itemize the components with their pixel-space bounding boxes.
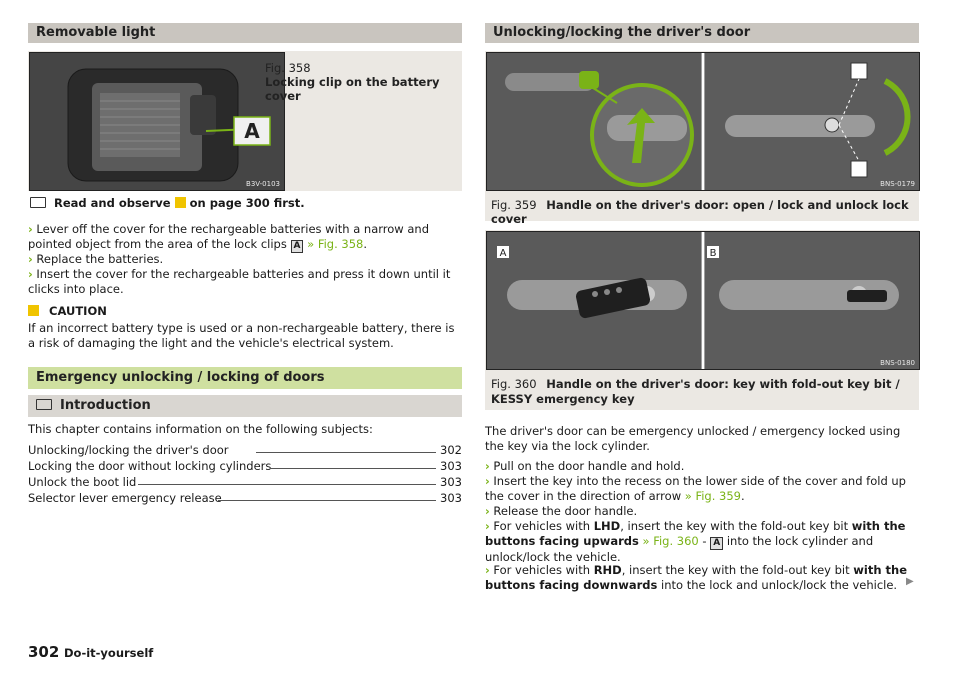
- fig-360-link[interactable]: » Fig. 360: [642, 534, 699, 548]
- toc-item[interactable]: Selector lever emergency release 303: [28, 491, 462, 505]
- step-3: › Insert the cover for the rechargeable batteries and press it down until it clicks into place.: [28, 267, 451, 296]
- step-5: › For vehicles with RHD, insert the key with the fold-out key bit with the buttons facing downwards into the lock and unlock/lock the vehicle.: [485, 563, 908, 592]
- toc-item[interactable]: Unlock the boot lid 303: [28, 475, 462, 489]
- caution-icon: [28, 305, 39, 316]
- section-name: Do-it-yourself: [64, 646, 154, 660]
- figure-number: Fig. 358: [265, 61, 311, 75]
- intro-paragraph: The driver's door can be emergency unlocked / emergency locked using the key via the lock cylinder.: [485, 424, 901, 453]
- chevron-right-icon: ›: [485, 459, 490, 473]
- book-icon: [30, 197, 46, 208]
- photo-id: B3V-0103: [246, 180, 280, 188]
- door-handle-illustration: [487, 53, 919, 190]
- introduction-header: Introduction: [28, 395, 462, 417]
- figure-360: [485, 230, 919, 410]
- section-header-drivers-door: Unlocking/locking the driver's door: [485, 23, 919, 43]
- chevron-right-icon: ›: [28, 267, 33, 281]
- section-header-emergency: Emergency unlocking / locking of doors: [28, 367, 462, 389]
- page-number: 302: [28, 643, 60, 661]
- caution-heading: CAUTION: [28, 304, 462, 319]
- battery-cover-illustration: [30, 53, 284, 190]
- fig-358-link[interactable]: » Fig. 358: [307, 237, 364, 251]
- key-in-lock-photo: [486, 231, 920, 370]
- key-label-a: A: [291, 240, 304, 253]
- fig-359-link[interactable]: » Fig. 359: [684, 489, 741, 503]
- photo-id: BNS-0179: [880, 180, 915, 188]
- step-1: › Lever off the cover for the rechargeable batteries with a narrow and pointed object from the area of the lock clips A » Fig. 358.: [28, 222, 430, 251]
- step-3: › Release the door handle.: [485, 504, 638, 518]
- panel-label-a: A: [499, 248, 507, 259]
- figure-358: [28, 51, 462, 191]
- read-and-observe: Read and observe on page 300 first.: [28, 196, 462, 211]
- step-1: › Pull on the door handle and hold.: [485, 459, 685, 473]
- door-handle-photo: [486, 52, 920, 191]
- figure-title: Handle on the driver's door: open / lock and unlock lock cover: [491, 198, 909, 226]
- panel-label-b: B: [709, 248, 717, 259]
- step-2: › Insert the key into the recess on the lower side of the cover and fold up the cover in the direction of arrow » Fig. 359.: [485, 474, 906, 503]
- chevron-right-icon: ›: [485, 519, 490, 533]
- section-header-removable-light: Removable light: [28, 23, 462, 43]
- toc-item[interactable]: Unlocking/locking the driver's door 302: [28, 443, 462, 457]
- step-4: › For vehicles with LHD, insert the key with the fold-out key bit with the buttons facing upwards » Fig. 360 - A into the lock cylinder and unlock/lock the vehicle.: [485, 519, 906, 564]
- figure-title: Handle on the driver's door: key with fold-out key bit / KESSY emergency key: [491, 377, 900, 406]
- key-in-lock-illustration: [487, 232, 919, 369]
- warning-icon: [175, 197, 186, 208]
- step-2: › Replace the batteries.: [28, 252, 164, 266]
- figure-title: Locking clip on the battery cover: [265, 75, 440, 103]
- figure-359: [485, 51, 919, 226]
- intro-text: This chapter contains information on the following subjects:: [28, 422, 373, 436]
- chevron-right-icon: ›: [485, 504, 490, 518]
- figure-number: Fig. 360: [491, 377, 537, 391]
- battery-cover-photo: [29, 52, 285, 191]
- chevron-right-icon: ›: [28, 222, 33, 236]
- key-label-a: A: [710, 537, 723, 550]
- chevron-right-icon: ›: [28, 252, 33, 266]
- caution-text: If an incorrect battery type is used or a non-rechargeable battery, there is a risk of damaging the light and the vehicle's electrical system.: [28, 321, 455, 350]
- toc-item[interactable]: Locking the door without locking cylinders 303: [28, 459, 462, 473]
- book-icon: [36, 399, 52, 410]
- callout-label-a: A: [244, 119, 260, 143]
- photo-id: BNS-0180: [880, 359, 915, 367]
- chevron-right-icon: ›: [485, 474, 490, 488]
- chevron-right-icon: ›: [485, 563, 490, 577]
- figure-number: Fig. 359: [491, 198, 537, 212]
- continue-arrow-icon: ▶: [906, 576, 914, 587]
